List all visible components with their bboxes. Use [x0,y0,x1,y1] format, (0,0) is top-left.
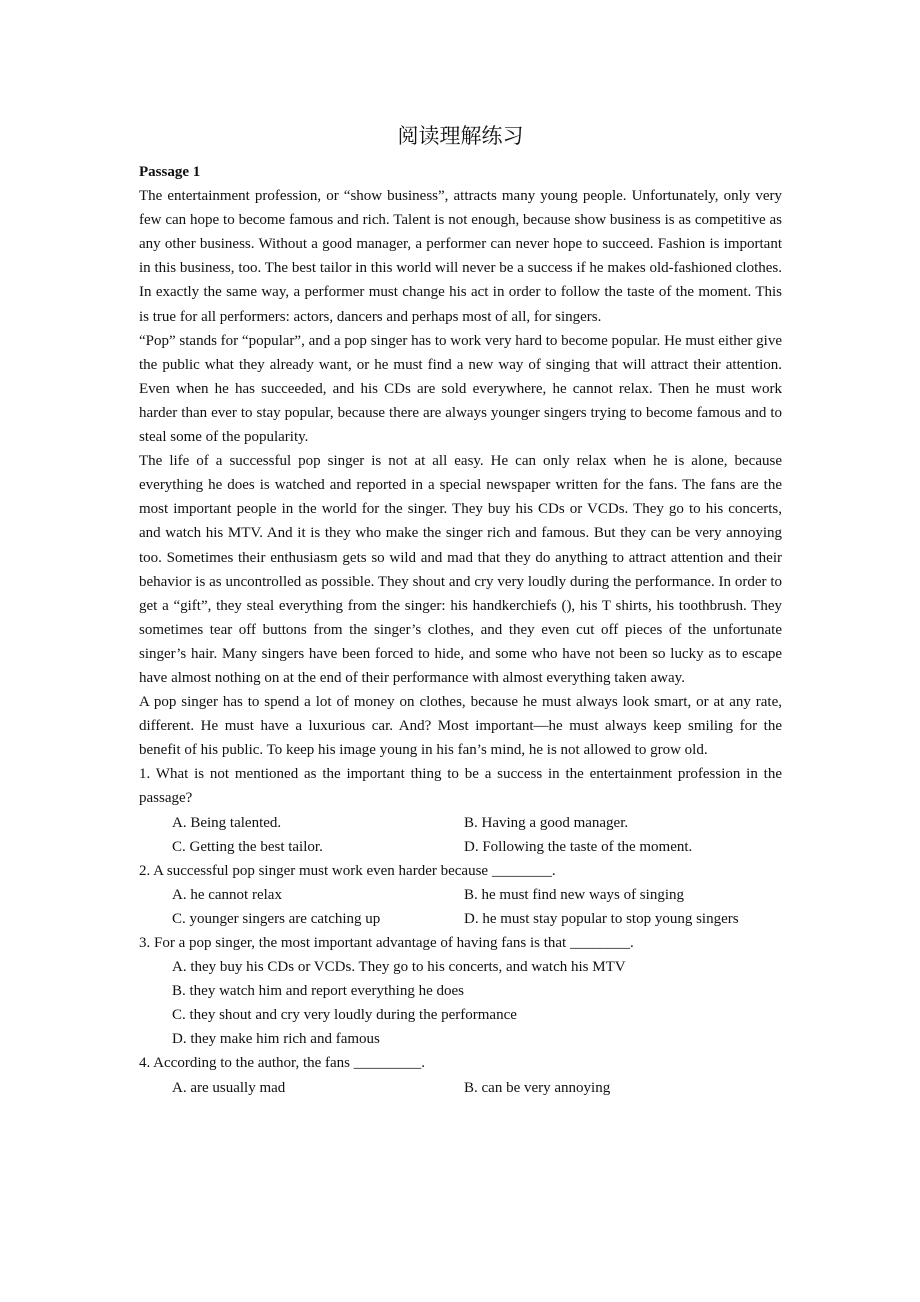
option-b: B. Having a good manager. [464,814,629,831]
option-b: B. he must find new ways of singing [464,886,684,903]
paragraph-3: The life of a successful pop singer is not at all easy. He can only relax when he is alone, because everything he does is watched and reported in a special newspaper written for the fans. The fans are the most important people in the world for the singer. They buy his CDs or VCDs. They go to his concerts, and watch his MTV. And it is they who make the singer rich and famous. But they can be very annoying too. Sometimes their enthusiasm gets so wild and mad that they do anything to attract attention and their behavior is as uncontrolled as possible. They shout and cry very loudly during the performance. In order to get a “gift”, they steal everything from the singer: his handkerchiefs (), his T shirts, his toothbrush. They sometimes tear off buttons from the singer’s clothes, and they even cut off pieces of the unfortunate singer’s hair. Many singers have been forced to hide, and some who have not been so lucky as to escape have almost nothing on at the end of their performance with almost everything taken away. [139,453,782,686]
paragraph-2: “Pop” stands for “popular”, and a pop singer has to work very hard to become popular. He must either give the public what they already want, or he must find a new way of singing that will attract their attention. Even when he has succeeded, and his CDs are sold everywhere, he cannot relax. Then he must work harder than ever to stay popular, because there are always younger singers trying to become famous and to steal some of the popularity. [139,332,782,446]
question-stem: 1. What is not mentioned as the important thing to be a success in the entertainment profession in the passage? [139,766,782,807]
option-c: C. they shout and cry very loudly during the performance [172,1007,517,1024]
question-stem: 4. According to the author, the fans _________. [139,1055,426,1072]
option-b: B. they watch him and report everything he does [172,983,465,1000]
option-a: A. he cannot relax [172,886,282,903]
question-1 [139,762,782,858]
option-d: D. he must stay popular to stop young singers [464,910,739,927]
question-3 [139,931,782,1051]
option-c: C. Getting the best tailor. [172,838,323,855]
passage-label: Passage 1 [139,164,201,180]
option-b: B. can be very annoying [464,1079,611,1096]
question-2 [139,859,782,931]
option-a: A. they buy his CDs or VCDs. They go to his concerts, and watch his MTV [172,959,626,976]
paragraph-1: The entertainment profession, or “show business”, attracts many young people. Unfortunately, only very few can hope to become famous and rich. Talent is not enough, because show business is as competitive as any other business. Without a good manager, a performer can never hope to succeed. Fashion is important in this business, too. The best tailor in this world will never be a success if he makes old-fashioned clothes. In exactly the same way, a performer must change his act in order to follow the taste of the moment. This is true for all performers: actors, dancers and perhaps most of all, for singers. [139,188,782,325]
option-list [172,811,782,859]
option-d: D. they make him rich and famous [172,1031,380,1048]
question-stem: 2. A successful pop singer must work even harder because ________. [139,862,556,879]
page-title: 阅读理解练习 [397,124,524,148]
option-a: A. Being talented. [172,814,282,831]
option-a: A. are usually mad [172,1079,286,1096]
option-list [172,883,782,931]
option-list [172,1076,782,1100]
question-4 [139,1051,782,1099]
option-list [172,955,782,1051]
option-d: D. Following the taste of the moment. [464,838,693,855]
option-c: C. younger singers are catching up [172,910,381,927]
paragraph-4: A pop singer has to spend a lot of money on clothes, because he must always look smart, or at any rate, different. He must have a luxurious car. And? Most important—he must always keep smiling for the benefit of his public. To keep his image young in his fan’s mind, he is not allowed to grow old. [139,694,782,759]
question-stem: 3. For a pop singer, the most important advantage of having fans is that ________. [139,935,634,951]
document-page [139,122,782,1100]
